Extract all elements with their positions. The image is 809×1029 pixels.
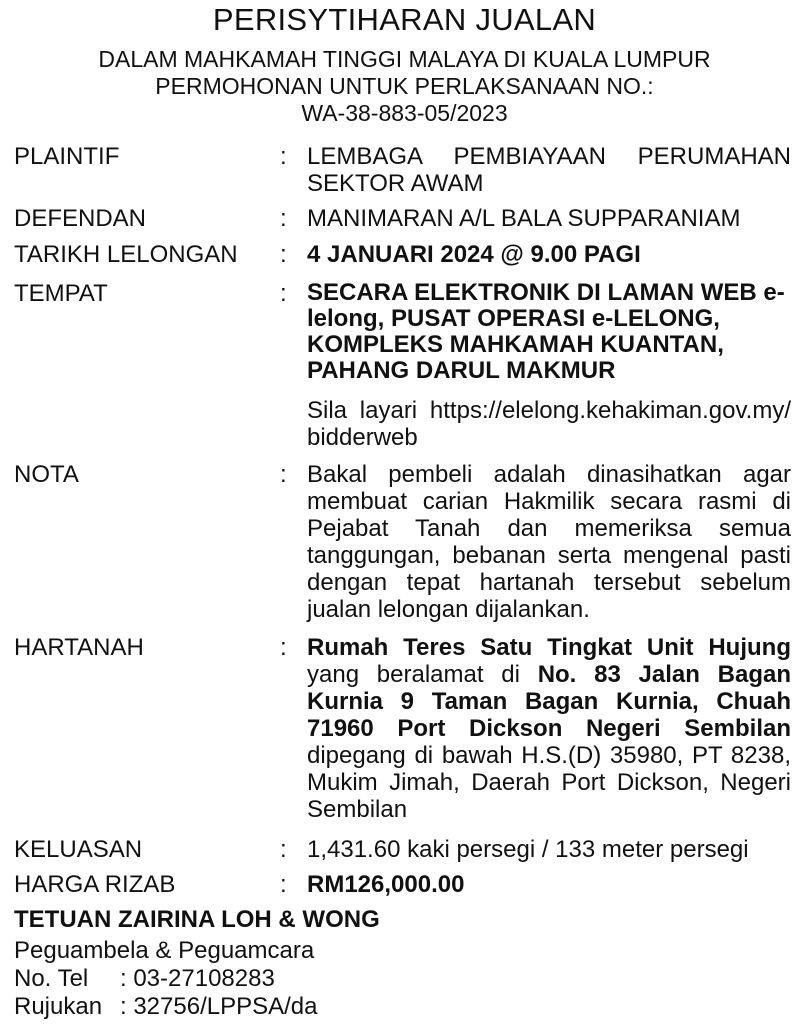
area-label: KELUASAN: [14, 836, 143, 863]
property-label: HARTANAH: [14, 634, 144, 661]
reserve-price-label: HARGA RIZAB: [14, 871, 176, 898]
property-value: [307, 634, 791, 823]
colon: :: [280, 205, 287, 232]
law-firm-name: TETUAN ZAIRINA LOH & WONG: [14, 906, 380, 933]
plaintiff-label: PLAINTIF: [14, 143, 120, 170]
property-type: Rumah Teres Satu Tingkat Unit Hujung: [307, 634, 791, 661]
reference-label: Rujukan: [14, 993, 103, 1020]
defendant-label: DEFENDAN: [14, 205, 147, 232]
property-address-intro: yang beralamat di: [307, 661, 520, 688]
colon: :: [280, 634, 287, 661]
venue-label: TEMPAT: [14, 280, 108, 307]
nota-label: NOTA: [14, 461, 79, 488]
defendant-value: MANIMARAN A/L BALA SUPPARANIAM: [307, 205, 741, 232]
colon: :: [280, 143, 287, 170]
case-number: WA-38-883-05/2023: [301, 100, 508, 126]
reference-line: [14, 993, 317, 1021]
telephone-value: : 03-27108283: [120, 965, 275, 992]
plaintiff-value: LEMBAGA PEMBIAYAAN PERUMAHAN SEKTOR AWAM: [307, 143, 791, 197]
reference-value: : 32756/LPPSA/da: [120, 993, 318, 1020]
reserve-price-value: RM126,000.00: [307, 871, 465, 898]
law-firm-role: Peguambela & Peguamcara: [14, 937, 315, 964]
colon: :: [280, 241, 287, 268]
court-name: DALAM MAHKAMAH TINGGI MALAYA DI KUALA LUMPUR: [98, 46, 711, 72]
colon: :: [280, 836, 287, 863]
venue-value: SECARA ELEKTRONIK DI LAMAN WEB e-lelong, PUSAT OPERASI e-LELONG, KOMPLEKS MAHKAMAH KUANTAN, PAHANG DARUL MAKMUR: [307, 279, 785, 384]
auction-date-label: TARIKH LELONGAN: [14, 241, 238, 268]
colon: :: [280, 871, 287, 898]
notice-title: PERISYTIHARAN JUALAN: [212, 2, 597, 37]
telephone-line: [14, 965, 275, 993]
telephone-label: No. Tel: [14, 965, 89, 992]
colon: :: [280, 280, 287, 307]
auction-date-value: 4 JANUARI 2024 @ 9.00 PAGI: [307, 241, 641, 268]
property-title-info: dipegang di bawah H.S.(D) 35980, PT 8238, Mukim Jimah, Daerah Port Dickson, Negeri Sembilan: [307, 742, 791, 823]
application-label: PERMOHONAN UNTUK PERLAKSANAAN NO.:: [155, 73, 654, 99]
colon: :: [280, 461, 287, 488]
nota-value: Bakal pembeli adalah dinasihatkan agar membuat carian Hakmilik secara rasmi di Pejabat Tanah dan memeriksa semua tanggungan, bebanan serta mengenal pasti dengan tepat hartanah tersebut sebelum jualan lelongan dijalankan.: [307, 461, 791, 623]
area-value: 1,431.60 kaki persegi / 133 meter persegi: [307, 836, 749, 863]
venue-website-note: Sila layari https://elelong.kehakiman.gov.my/bidderweb: [307, 397, 791, 451]
property-address: No. 83 Jalan Bagan Kurnia 9 Taman Bagan Kurnia, Chuah 71960 Port Dickson Negeri Sembilan: [307, 661, 791, 742]
